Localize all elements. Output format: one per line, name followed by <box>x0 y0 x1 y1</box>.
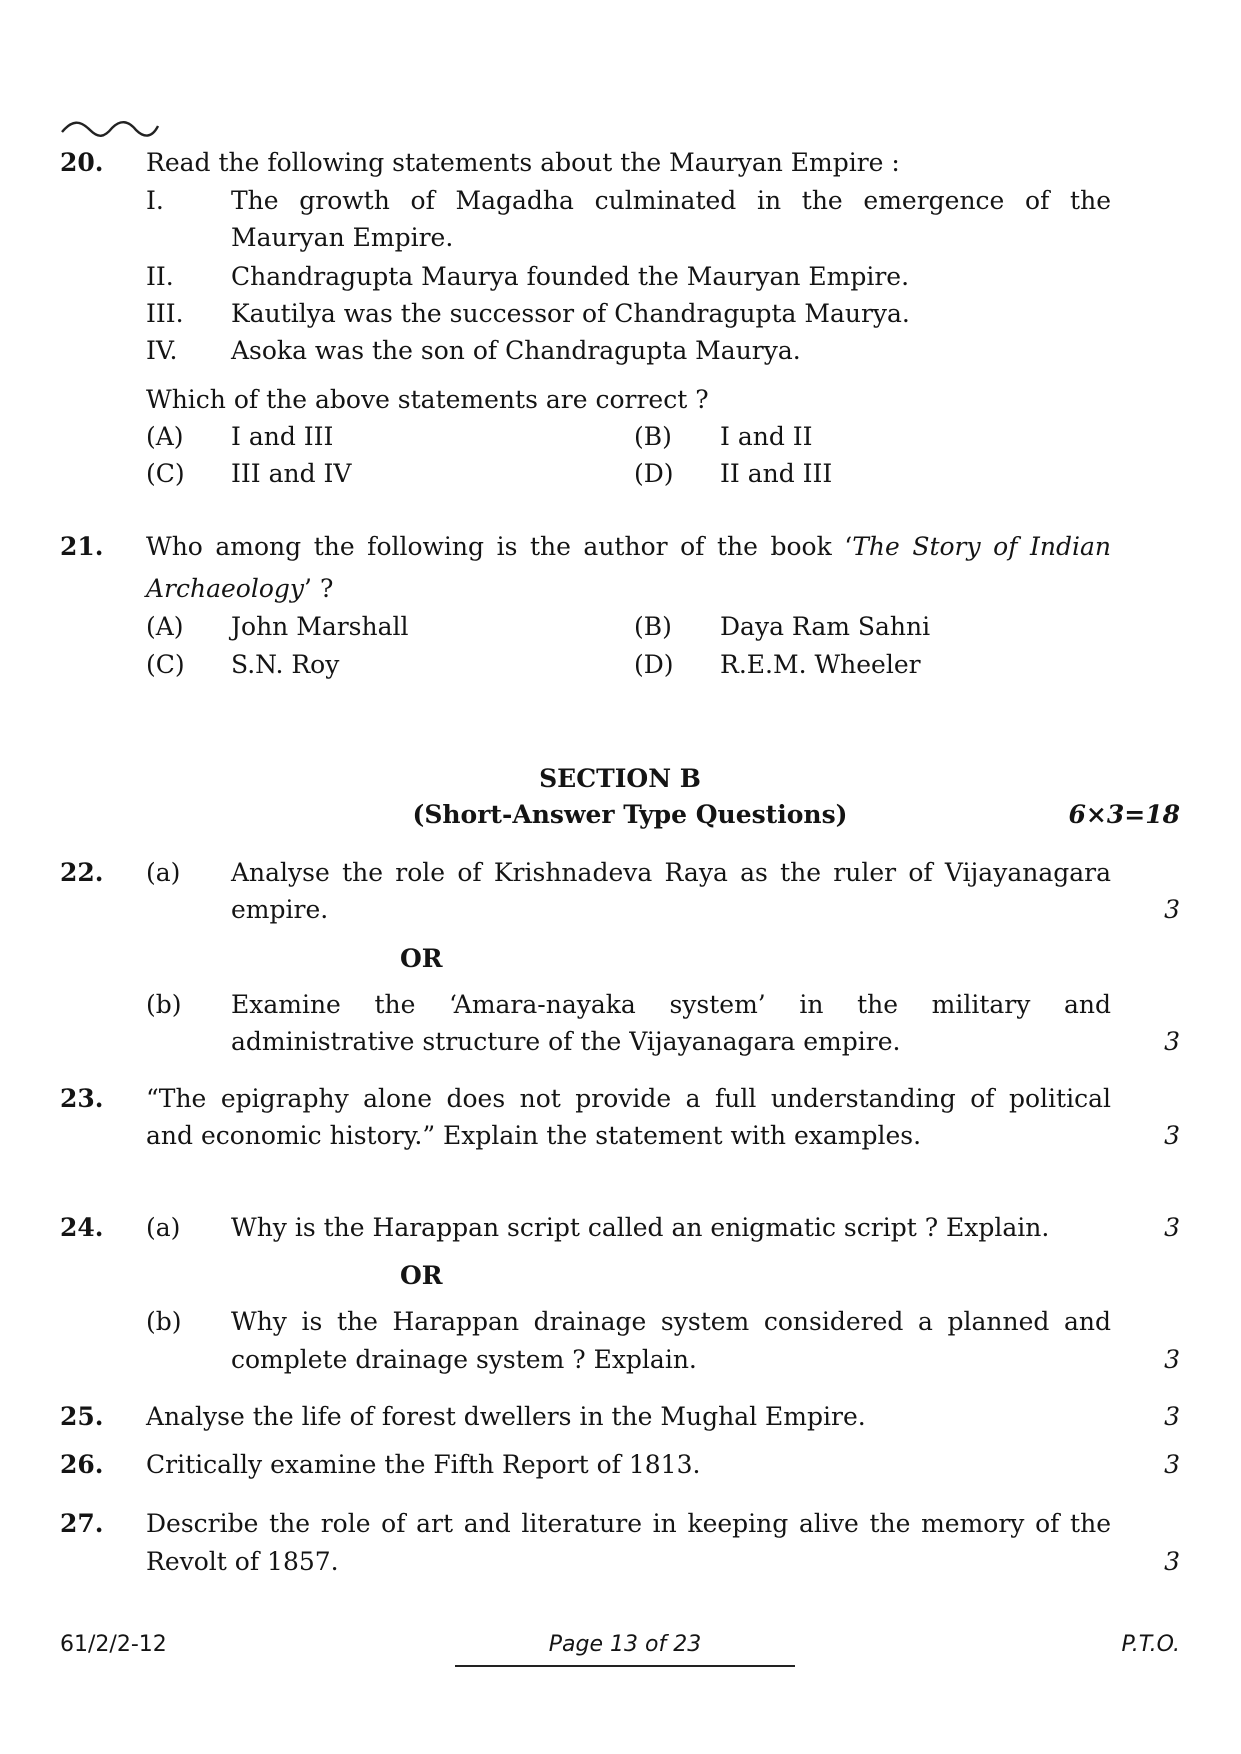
question-text-continued: and economic history.” Explain the statement with examples. <box>146 1121 922 1150</box>
section-title: SECTION B <box>539 764 701 793</box>
question-number: 26. <box>60 1450 104 1479</box>
part-text: Why is the Harappan drainage system considered a planned and <box>231 1307 1111 1336</box>
marks: 3 <box>1164 1450 1180 1479</box>
question-number: 24. <box>60 1213 104 1242</box>
option-text: S.N. Roy <box>231 650 340 679</box>
option-text: R.E.M. Wheeler <box>720 650 921 679</box>
option-label: (A) <box>146 612 184 641</box>
statement-label: III. <box>146 299 184 328</box>
option-label: (B) <box>634 422 672 451</box>
statement-label: I. <box>146 186 164 215</box>
question-stem: Read the following statements about the Mauryan Empire : <box>146 148 900 177</box>
question-number: 23. <box>60 1084 104 1113</box>
question-number: 20. <box>60 148 104 177</box>
page-number: Page 13 of 23 <box>548 1632 702 1657</box>
marks: 3 <box>1164 895 1180 924</box>
option-label: (A) <box>146 422 184 451</box>
part-label: (b) <box>146 1307 182 1336</box>
question-text: Critically examine the Fifth Report of 1813. <box>146 1450 701 1479</box>
footer-underline <box>455 1665 795 1667</box>
question-number: 25. <box>60 1402 104 1431</box>
statement-text: Chandragupta Maurya founded the Mauryan Empire. <box>231 262 910 291</box>
part-text-continued: empire. <box>231 895 329 924</box>
question-number: 27. <box>60 1509 104 1538</box>
marks: 3 <box>1164 1402 1180 1431</box>
question-text: Analyse the life of forest dwellers in the Mughal Empire. <box>146 1402 866 1431</box>
part-text: Examine the ‘Amara-nayaka system’ in the military and <box>231 990 1111 1019</box>
option-text: II and III <box>720 459 833 488</box>
part-text-continued: administrative structure of the Vijayanagara empire. <box>231 1027 901 1056</box>
part-text: Analyse the role of Krishnadeva Raya as the ruler of Vijayanagara <box>231 858 1111 887</box>
part-text: Why is the Harappan script called an enigmatic script ? Explain. <box>231 1213 1050 1242</box>
marks: 3 <box>1164 1027 1180 1056</box>
option-text: John Marshall <box>231 612 409 641</box>
question-number: 21. <box>60 532 104 561</box>
or-separator: OR <box>400 944 443 973</box>
option-label: (C) <box>146 650 185 679</box>
part-text-continued: complete drainage system ? Explain. <box>231 1345 697 1374</box>
marks: 3 <box>1164 1213 1180 1242</box>
or-separator: OR <box>400 1261 443 1290</box>
statement-label: IV. <box>146 336 178 365</box>
question-stem <box>146 530 1111 564</box>
wave-ornament-icon <box>60 118 160 140</box>
book-title: The Story of Indian <box>852 532 1111 561</box>
marks: 3 <box>1164 1121 1180 1150</box>
option-text: Daya Ram Sahni <box>720 612 931 641</box>
section-subtitle: (Short-Answer Type Questions) <box>412 800 848 829</box>
statement-label: II. <box>146 262 174 291</box>
option-label: (B) <box>634 612 672 641</box>
paper-code: 61/2/2-12 <box>60 1632 167 1657</box>
question-stem-continued <box>146 572 333 606</box>
statement-text: The growth of Magadha culminated in the emergence of the <box>231 186 1111 215</box>
option-text: III and IV <box>231 459 352 488</box>
option-label: (C) <box>146 459 185 488</box>
book-title-continued: Archaeology <box>146 574 305 603</box>
option-label: (D) <box>634 650 674 679</box>
option-text: I and II <box>720 422 813 451</box>
marks: 3 <box>1164 1345 1180 1374</box>
part-label: (b) <box>146 990 182 1019</box>
question-text: “The epigraphy alone does not provide a full understanding of political <box>146 1084 1111 1113</box>
option-text: I and III <box>231 422 334 451</box>
stem-text: ’ ? <box>304 574 334 603</box>
option-label: (D) <box>634 459 674 488</box>
stem-text: Who among the following is the author of the book ‘ <box>146 532 853 561</box>
question-number: 22. <box>60 858 104 887</box>
part-label: (a) <box>146 1213 181 1242</box>
statement-text: Kautilya was the successor of Chandragupta Maurya. <box>231 299 910 328</box>
question-prompt: Which of the above statements are correct ? <box>146 385 709 414</box>
statement-text-continued: Mauryan Empire. <box>231 223 454 252</box>
marks: 3 <box>1164 1547 1180 1576</box>
question-text-continued: Revolt of 1857. <box>146 1547 339 1576</box>
pto-label: P.T.O. <box>1121 1632 1180 1657</box>
section-marks: 6×3=18 <box>1068 800 1180 829</box>
part-label: (a) <box>146 858 181 887</box>
question-text: Describe the role of art and literature in keeping alive the memory of the <box>146 1509 1111 1538</box>
statement-text: Asoka was the son of Chandragupta Maurya. <box>231 336 801 365</box>
